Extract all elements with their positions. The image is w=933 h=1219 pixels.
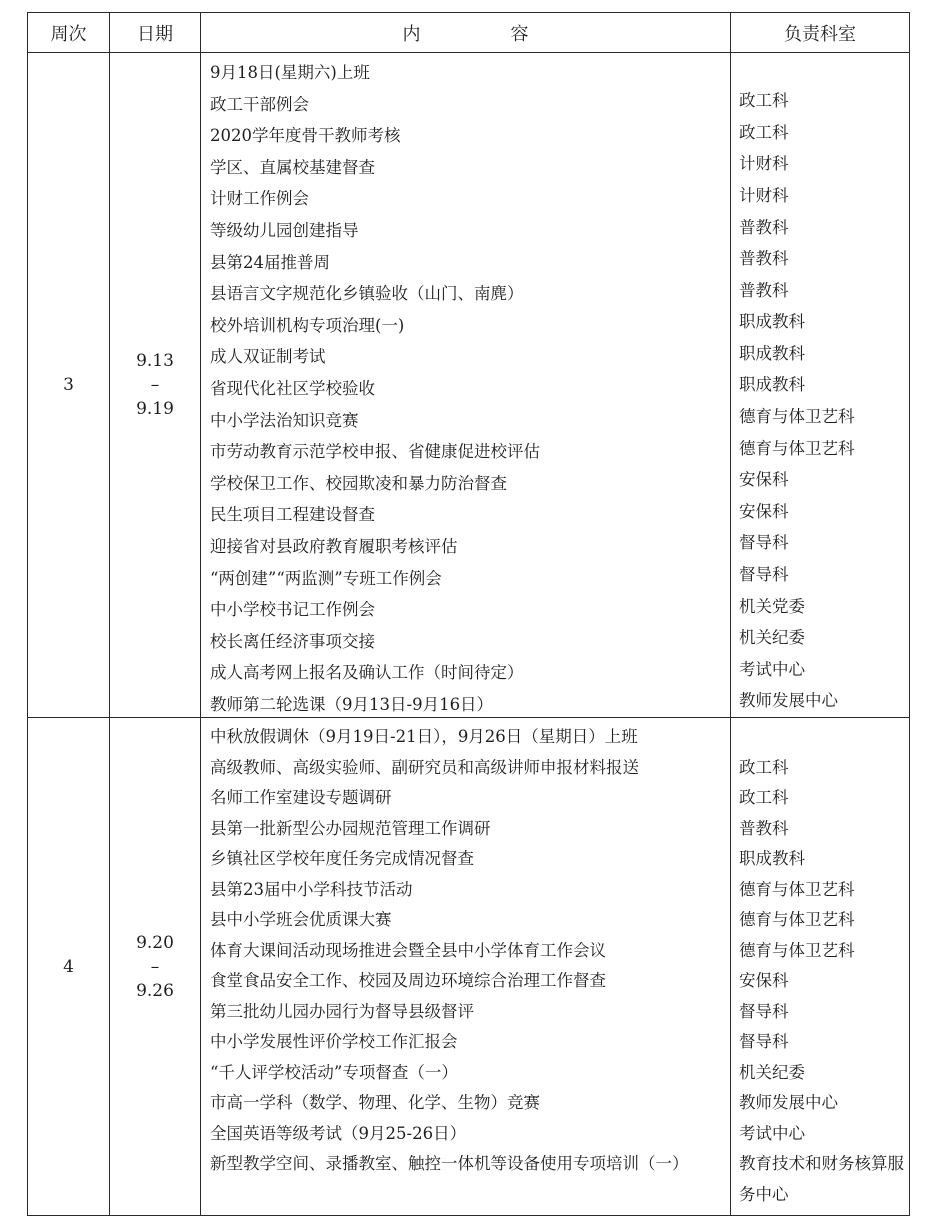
content-item: 中小学校书记工作例会 xyxy=(210,600,375,620)
dept-item: 督导科 xyxy=(739,533,789,553)
header-content-char-2: 容 xyxy=(510,23,529,45)
content-column xyxy=(201,53,731,717)
dept-item: 职成教科 xyxy=(739,375,805,395)
dept-item: 政工科 xyxy=(739,757,789,777)
content-item: 高级教师、高级实验师、副研究员和高级讲师申报材料报送 xyxy=(210,757,639,777)
dept-item: 安保科 xyxy=(739,501,789,521)
content-item: 民生项目工程建设督查 xyxy=(210,505,375,525)
content-item: 中小学发展性评价学校工作汇报会 xyxy=(210,1032,458,1051)
dept-item: 督导科 xyxy=(739,565,789,585)
dept-item: 德育与体卫艺科 xyxy=(739,910,855,929)
content-item: 食堂食品安全工作、校园及周边环境综合治理工作督查 xyxy=(210,971,606,990)
dept-item: 德育与体卫艺科 xyxy=(739,438,855,458)
date-end: 9.19 xyxy=(136,399,174,419)
content-item: 成人高考网上报名及确认工作（时间待定） xyxy=(210,663,524,683)
content-item: 名师工作室建设专题调研 xyxy=(210,788,392,807)
date-end: 9.26 xyxy=(136,980,174,1001)
dept-item: 职成教科 xyxy=(739,343,805,363)
dept-item: 安保科 xyxy=(739,470,789,490)
dept-item: 职成教科 xyxy=(739,849,805,868)
content-item: 校外培训机构专项治理(一) xyxy=(210,315,405,335)
content-item: 学区、直属校基建督查 xyxy=(210,157,375,177)
header-date: 日期 xyxy=(110,13,201,52)
header-week: 周次 xyxy=(28,13,110,52)
content-item: 迎接省对县政府教育履职考核评估 xyxy=(210,536,458,556)
dept-item: 考试中心 xyxy=(739,659,805,679)
content-item: 市高一学科（数学、物理、化学、生物）竞赛 xyxy=(210,1093,540,1112)
content-item: 校长离任经济事项交接 xyxy=(210,631,375,651)
dept-item: 政工科 xyxy=(739,788,789,807)
dept-item xyxy=(731,57,909,85)
dept-item: 计财科 xyxy=(739,154,789,174)
dept-item: 机关党委 xyxy=(739,596,805,616)
content-item: 等级幼儿园创建指导 xyxy=(210,220,359,240)
content-item: “千人评学校活动”专项督查（一） xyxy=(210,1062,458,1082)
dept-item: 督导科 xyxy=(739,1001,789,1021)
content-item: 县第一批新型公办园规范管理工作调研 xyxy=(210,818,491,838)
content-item: 中小学法治知识竞赛 xyxy=(210,410,359,430)
dept-item: 教师发展中心 xyxy=(739,1093,838,1112)
dept-item: 教育技术和财务核算服务中心 xyxy=(739,1154,904,1204)
dept-item: 计财科 xyxy=(739,185,789,205)
content-item: 政工干部例会 xyxy=(210,94,309,114)
content-item: “两创建”“两监测”专班工作例会 xyxy=(210,568,442,588)
content-item: 县中小学班会优质课大赛 xyxy=(210,910,392,929)
content-item: 教师第二轮选课（9月13日-9月16日） xyxy=(210,694,494,714)
dept-item: 普教科 xyxy=(739,217,789,237)
dept-item: 德育与体卫艺科 xyxy=(739,407,855,427)
header-content-char-1: 内 xyxy=(402,23,421,45)
dept-item: 考试中心 xyxy=(739,1123,805,1143)
dept-item: 教师发展中心 xyxy=(739,691,838,711)
dept-item: 德育与体卫艺科 xyxy=(739,879,855,899)
table-header xyxy=(28,13,909,53)
content-item: 市劳动教育示范学校申报、省健康促进校评估 xyxy=(210,442,540,462)
content-item: 全国英语等级考试（9月25-26日） xyxy=(210,1123,467,1143)
dept-item xyxy=(731,722,909,753)
content-item: 乡镇社区学校年度任务完成情况督查 xyxy=(210,849,474,868)
date-start: 9.20 xyxy=(136,932,174,953)
week-section-3 xyxy=(28,53,909,718)
content-item: 县第24届推普周 xyxy=(210,252,330,272)
dept-item: 德育与体卫艺科 xyxy=(739,940,855,960)
dept-item: 督导科 xyxy=(739,1032,789,1051)
dept-item: 机关纪委 xyxy=(739,628,805,648)
dept-item: 普教科 xyxy=(739,818,789,838)
content-item: 2020学年度骨干教师考核 xyxy=(210,126,401,146)
header-content xyxy=(201,13,731,52)
dept-column xyxy=(731,718,909,1215)
dept-column xyxy=(731,53,909,717)
dept-item: 政工科 xyxy=(739,91,789,111)
content-item: 县第23届中小学科技节活动 xyxy=(210,879,413,899)
date-separator: – xyxy=(150,956,160,977)
content-column xyxy=(201,718,731,1215)
date-separator: – xyxy=(150,375,160,395)
date-range xyxy=(110,53,201,717)
content-item: 省现代化社区学校验收 xyxy=(210,378,375,398)
content-item: 第三批幼儿园办园行为督导县级督评 xyxy=(210,1001,474,1021)
content-item: 体育大课间活动现场推进会暨全县中小学体育工作会议 xyxy=(210,940,606,960)
schedule-table xyxy=(27,12,910,1216)
date-range xyxy=(110,718,201,1215)
content-item: 成人双证制考试 xyxy=(210,347,326,367)
dept-item: 普教科 xyxy=(739,280,789,300)
content-item: 学校保卫工作、校园欺凌和暴力防治督查 xyxy=(210,473,507,493)
dept-item: 普教科 xyxy=(739,249,789,269)
date-start: 9.13 xyxy=(136,351,174,371)
content-item: 中秋放假调休（9月19日-21日），9月26日（星期日）上班 xyxy=(210,727,638,746)
week-number: 3 xyxy=(28,53,110,717)
dept-item: 安保科 xyxy=(739,971,789,990)
dept-item: 职成教科 xyxy=(739,312,805,332)
header-dept: 负责科室 xyxy=(784,23,856,45)
content-item: 新型教学空间、录播教室、触控一体机等设备使用专项培训（一） xyxy=(210,1154,689,1173)
week-number: 4 xyxy=(28,718,110,1215)
dept-item: 政工科 xyxy=(739,122,789,142)
week-section-4 xyxy=(28,718,909,1215)
content-item: 9月18日(星期六)上班 xyxy=(210,63,370,82)
dept-item: 机关纪委 xyxy=(739,1062,805,1082)
content-item: 县语言文字规范化乡镇验收（山门、南麂） xyxy=(210,284,524,304)
content-item: 计财工作例会 xyxy=(210,189,309,209)
